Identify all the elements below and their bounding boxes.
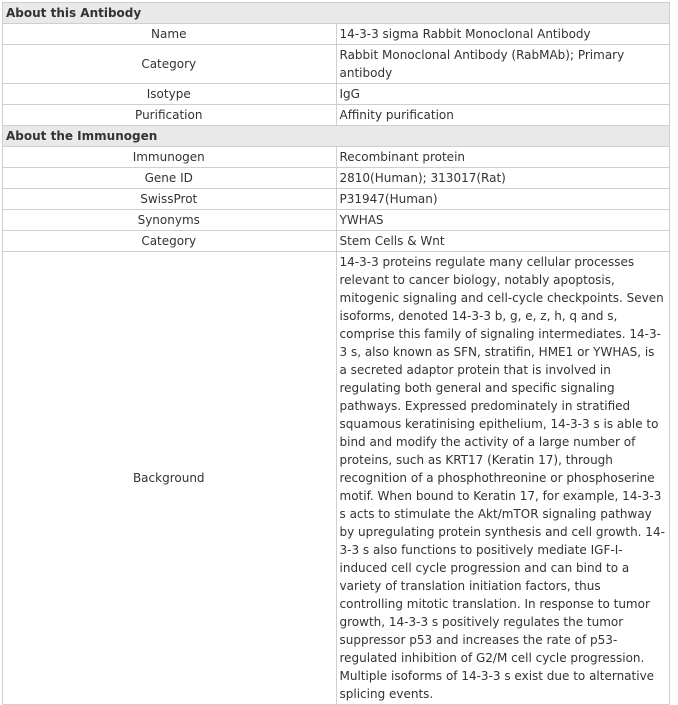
row-label: Purification (3, 105, 337, 126)
table-row (3, 24, 670, 45)
row-value: 14-3-3 sigma Rabbit Monoclonal Antibody (336, 24, 670, 45)
table-row (3, 231, 670, 252)
table-row (3, 252, 670, 705)
row-value: P31947(Human) (336, 189, 670, 210)
section-header-row (3, 126, 670, 147)
table-row (3, 84, 670, 105)
background-text: 14-3-3 proteins regulate many cellular processes relevant to cancer biology, notably apoptosis, mitogenic signaling and cell-cycle checkpoints. Seven isoforms, denoted 14-3-3 b, g, e, z, h, q and s, comprise this family of signaling intermediates. 14-3-3 s, also known as SFN, stratifin, HME1 or YWHAS, is a secreted adaptor protein that is involved in regulating both general and specific signaling pathways. Expressed predominately in stratified squamous keratinising epithelium, 14-3-3 s is able to bind and modify the activity of a large number of proteins, such as KRT17 (Keratin 17), through recognition of a phosphothreonine or phosphoserine motif. When bound to Keratin 17, for example, 14-3-3 s acts to stimulate the Akt/mTOR signaling pathway by upregulating protein synthesis and cell growth. 14-3-3 s also functions to positively mediate IGF-I-induced cell cycle progression and can bind to a variety of translation initiation factors, thus controlling mitotic translation. In response to tumor growth, 14-3-3 s positively regulates the tumor suppressor p53 and increases the rate of p53-regulated inhibition of G2/M cell cycle progression. Multiple isoforms of 14-3-3 s exist due to alternative splicing events. (336, 252, 670, 705)
row-label: Isotype (3, 84, 337, 105)
section-heading-antibody: About this Antibody (3, 3, 670, 24)
row-value: Recombinant protein (336, 147, 670, 168)
row-value: YWHAS (336, 210, 670, 231)
table-row (3, 189, 670, 210)
row-label: Gene ID (3, 168, 337, 189)
table-row (3, 210, 670, 231)
row-value: IgG (336, 84, 670, 105)
product-spec-table (2, 2, 670, 705)
table-row (3, 105, 670, 126)
table-row (3, 147, 670, 168)
row-value: Rabbit Monoclonal Antibody (RabMAb); Primary antibody (336, 45, 670, 84)
row-value: 2810(Human); 313017(Rat) (336, 168, 670, 189)
row-label: Category (3, 45, 337, 84)
row-label: Synonyms (3, 210, 337, 231)
row-label: Immunogen (3, 147, 337, 168)
section-heading-immunogen: About the Immunogen (3, 126, 670, 147)
row-label: Name (3, 24, 337, 45)
row-value: Stem Cells & Wnt (336, 231, 670, 252)
section-header-row (3, 3, 670, 24)
row-label: Category (3, 231, 337, 252)
table-row (3, 168, 670, 189)
row-value: Affinity purification (336, 105, 670, 126)
row-label: Background (3, 252, 337, 705)
row-label: SwissProt (3, 189, 337, 210)
table-row (3, 45, 670, 84)
